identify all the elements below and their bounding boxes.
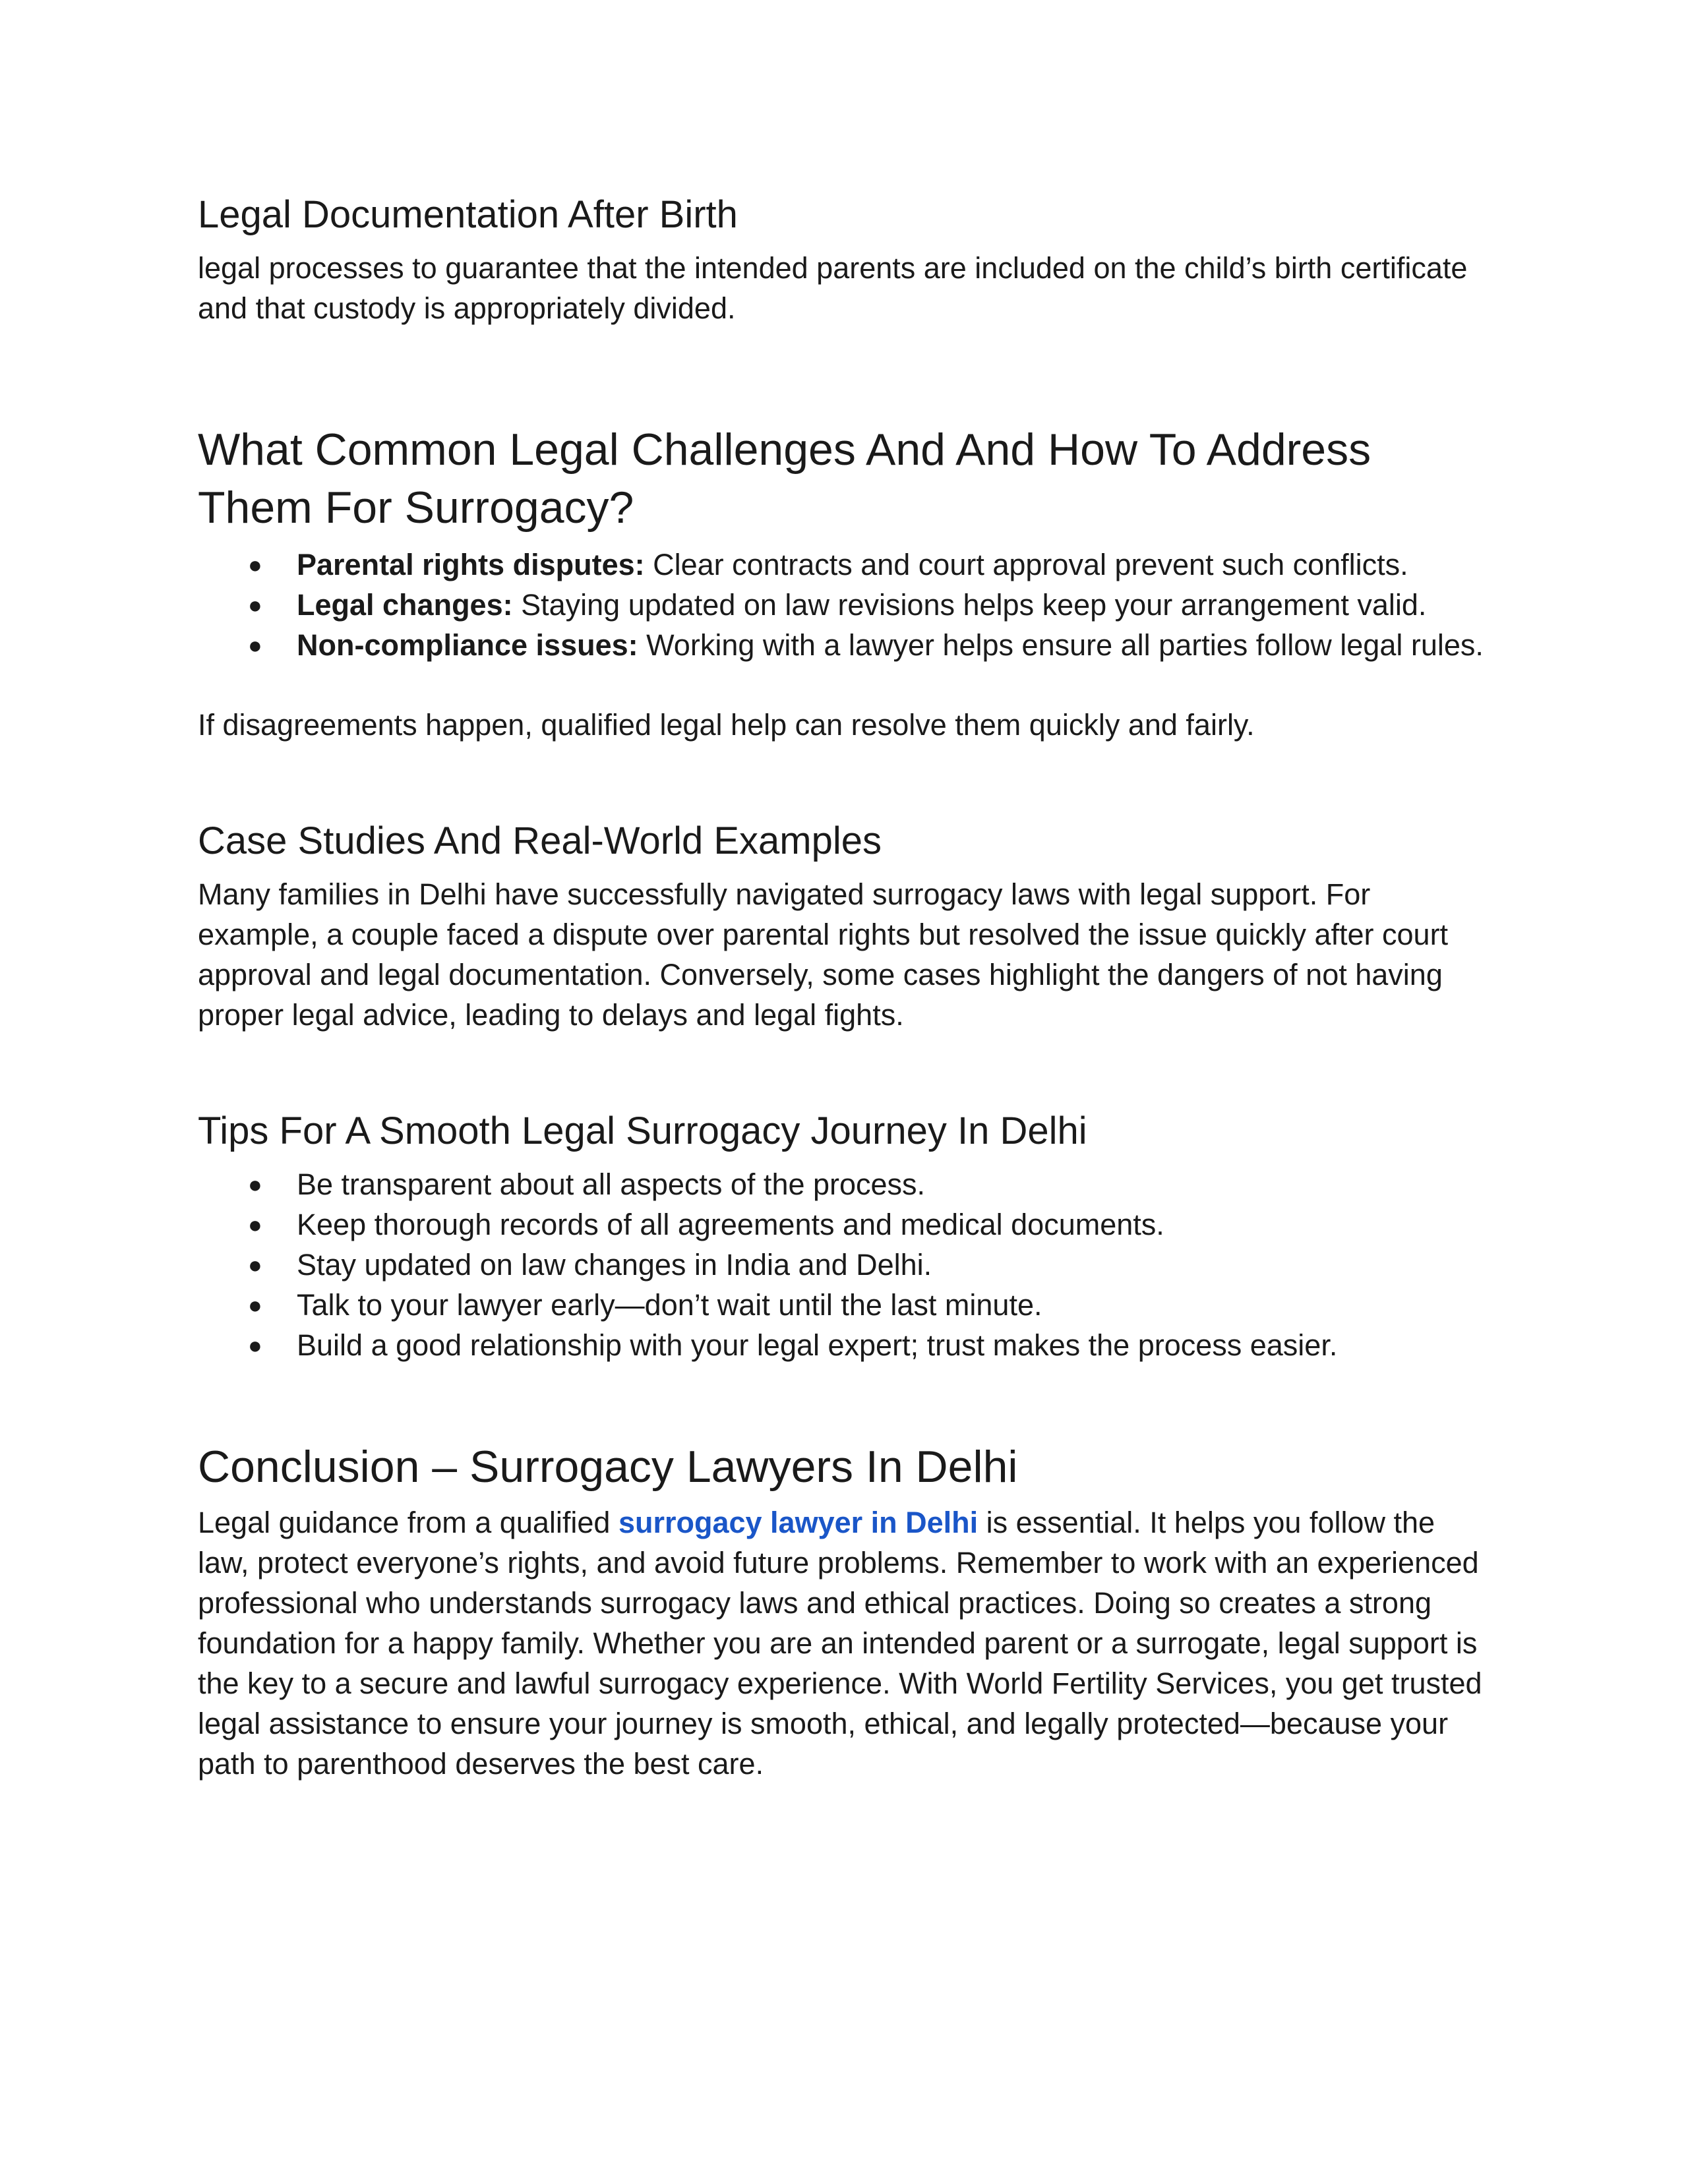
- surrogacy-lawyer-link[interactable]: surrogacy lawyer in Delhi: [618, 1506, 979, 1539]
- paragraph-challenges-after: If disagreements happen, qualified legal help can resolve them quickly and fairly.: [198, 708, 1255, 742]
- list-item: [198, 1325, 1490, 1365]
- heading-case-studies: Case Studies And Real-World Examples: [198, 819, 882, 862]
- conclusion-text-before: Legal guidance from a qualified: [198, 1506, 618, 1539]
- challenges-list: [198, 545, 1490, 665]
- bullet-icon: ●: [248, 1291, 262, 1318]
- list-item: [198, 1245, 1490, 1285]
- bullet-icon: ●: [248, 632, 262, 659]
- list-item-text: Clear contracts and court approval prevent such conflicts.: [644, 548, 1408, 581]
- list-item: [198, 585, 1490, 625]
- list-item-bold: Non-compliance issues:: [297, 628, 638, 662]
- bullet-icon: ●: [248, 551, 262, 578]
- list-item-text: Talk to your lawyer early—don’t wait until the last minute.: [297, 1288, 1042, 1322]
- bullet-icon: ●: [248, 591, 262, 618]
- heading-tips: Tips For A Smooth Legal Surrogacy Journey In Delhi: [198, 1109, 1087, 1152]
- list-item-text: Be transparent about all aspects of the process.: [297, 1167, 926, 1201]
- bullet-icon: ●: [248, 1332, 262, 1359]
- list-item-bold: Parental rights disputes:: [297, 548, 645, 581]
- conclusion-text-after: is essential. It helps you follow the law, protect everyone’s rights, and avoid future problems. Remember to work with an experienced professional who understands surrogacy laws and ethical practices. Doing so creates a strong foundation for a happy family. Whether you are an intended parent or a surrogate, legal support is the key to a secure and lawful surrogacy experience. With World Fertility Services, you get trusted legal assistance to ensure your journey is smooth, ethical, and legally protected—because your path to parenthood deserves the best care.: [198, 1506, 1482, 1781]
- list-item: [198, 545, 1490, 585]
- bullet-icon: ●: [248, 1211, 262, 1238]
- list-item-bold: Legal changes:: [297, 588, 513, 622]
- list-item-text: Build a good relationship with your legal expert; trust makes the process easier.: [297, 1328, 1338, 1362]
- list-item: [198, 1164, 1490, 1204]
- bullet-icon: ●: [248, 1171, 262, 1198]
- document-content: [198, 191, 1490, 1784]
- list-item-text: Staying updated on law revisions helps keep your arrangement valid.: [512, 588, 1427, 622]
- section-tips: [198, 1107, 1490, 1365]
- paragraph-legal-documentation: legal processes to guarantee that the intended parents are included on the child’s birth certificate and that custody is appropriately divided.: [198, 251, 1468, 325]
- heading-challenges: What Common Legal Challenges And And How To Address Them For Surrogacy?: [198, 425, 1372, 533]
- section-legal-documentation: [198, 191, 1490, 328]
- list-item-text: Keep thorough records of all agreements and medical documents.: [297, 1208, 1164, 1241]
- paragraph-conclusion: [198, 1502, 1490, 1784]
- list-item-text: Stay updated on law changes in India and Delhi.: [297, 1248, 932, 1282]
- list-item: [198, 1285, 1490, 1325]
- bullet-icon: ●: [248, 1251, 262, 1278]
- section-case-studies: [198, 817, 1490, 1035]
- section-challenges: [198, 421, 1490, 745]
- section-conclusion: [198, 1438, 1490, 1784]
- heading-legal-documentation: Legal Documentation After Birth: [198, 193, 738, 236]
- tips-list: [198, 1164, 1490, 1365]
- heading-conclusion: Conclusion – Surrogacy Lawyers In Delhi: [198, 1442, 1018, 1492]
- list-item-text: Working with a lawyer helps ensure all parties follow legal rules.: [638, 628, 1484, 662]
- list-item: [198, 1204, 1490, 1245]
- list-item: [198, 625, 1490, 665]
- paragraph-case-studies: Many families in Delhi have successfully navigated surrogacy laws with legal support. For example, a couple faced a dispute over parental rights but resolved the issue quickly after court approval and legal documentation. Conversely, some cases highlight the dangers of not having proper legal advice, leading to delays and legal fights.: [198, 877, 1449, 1032]
